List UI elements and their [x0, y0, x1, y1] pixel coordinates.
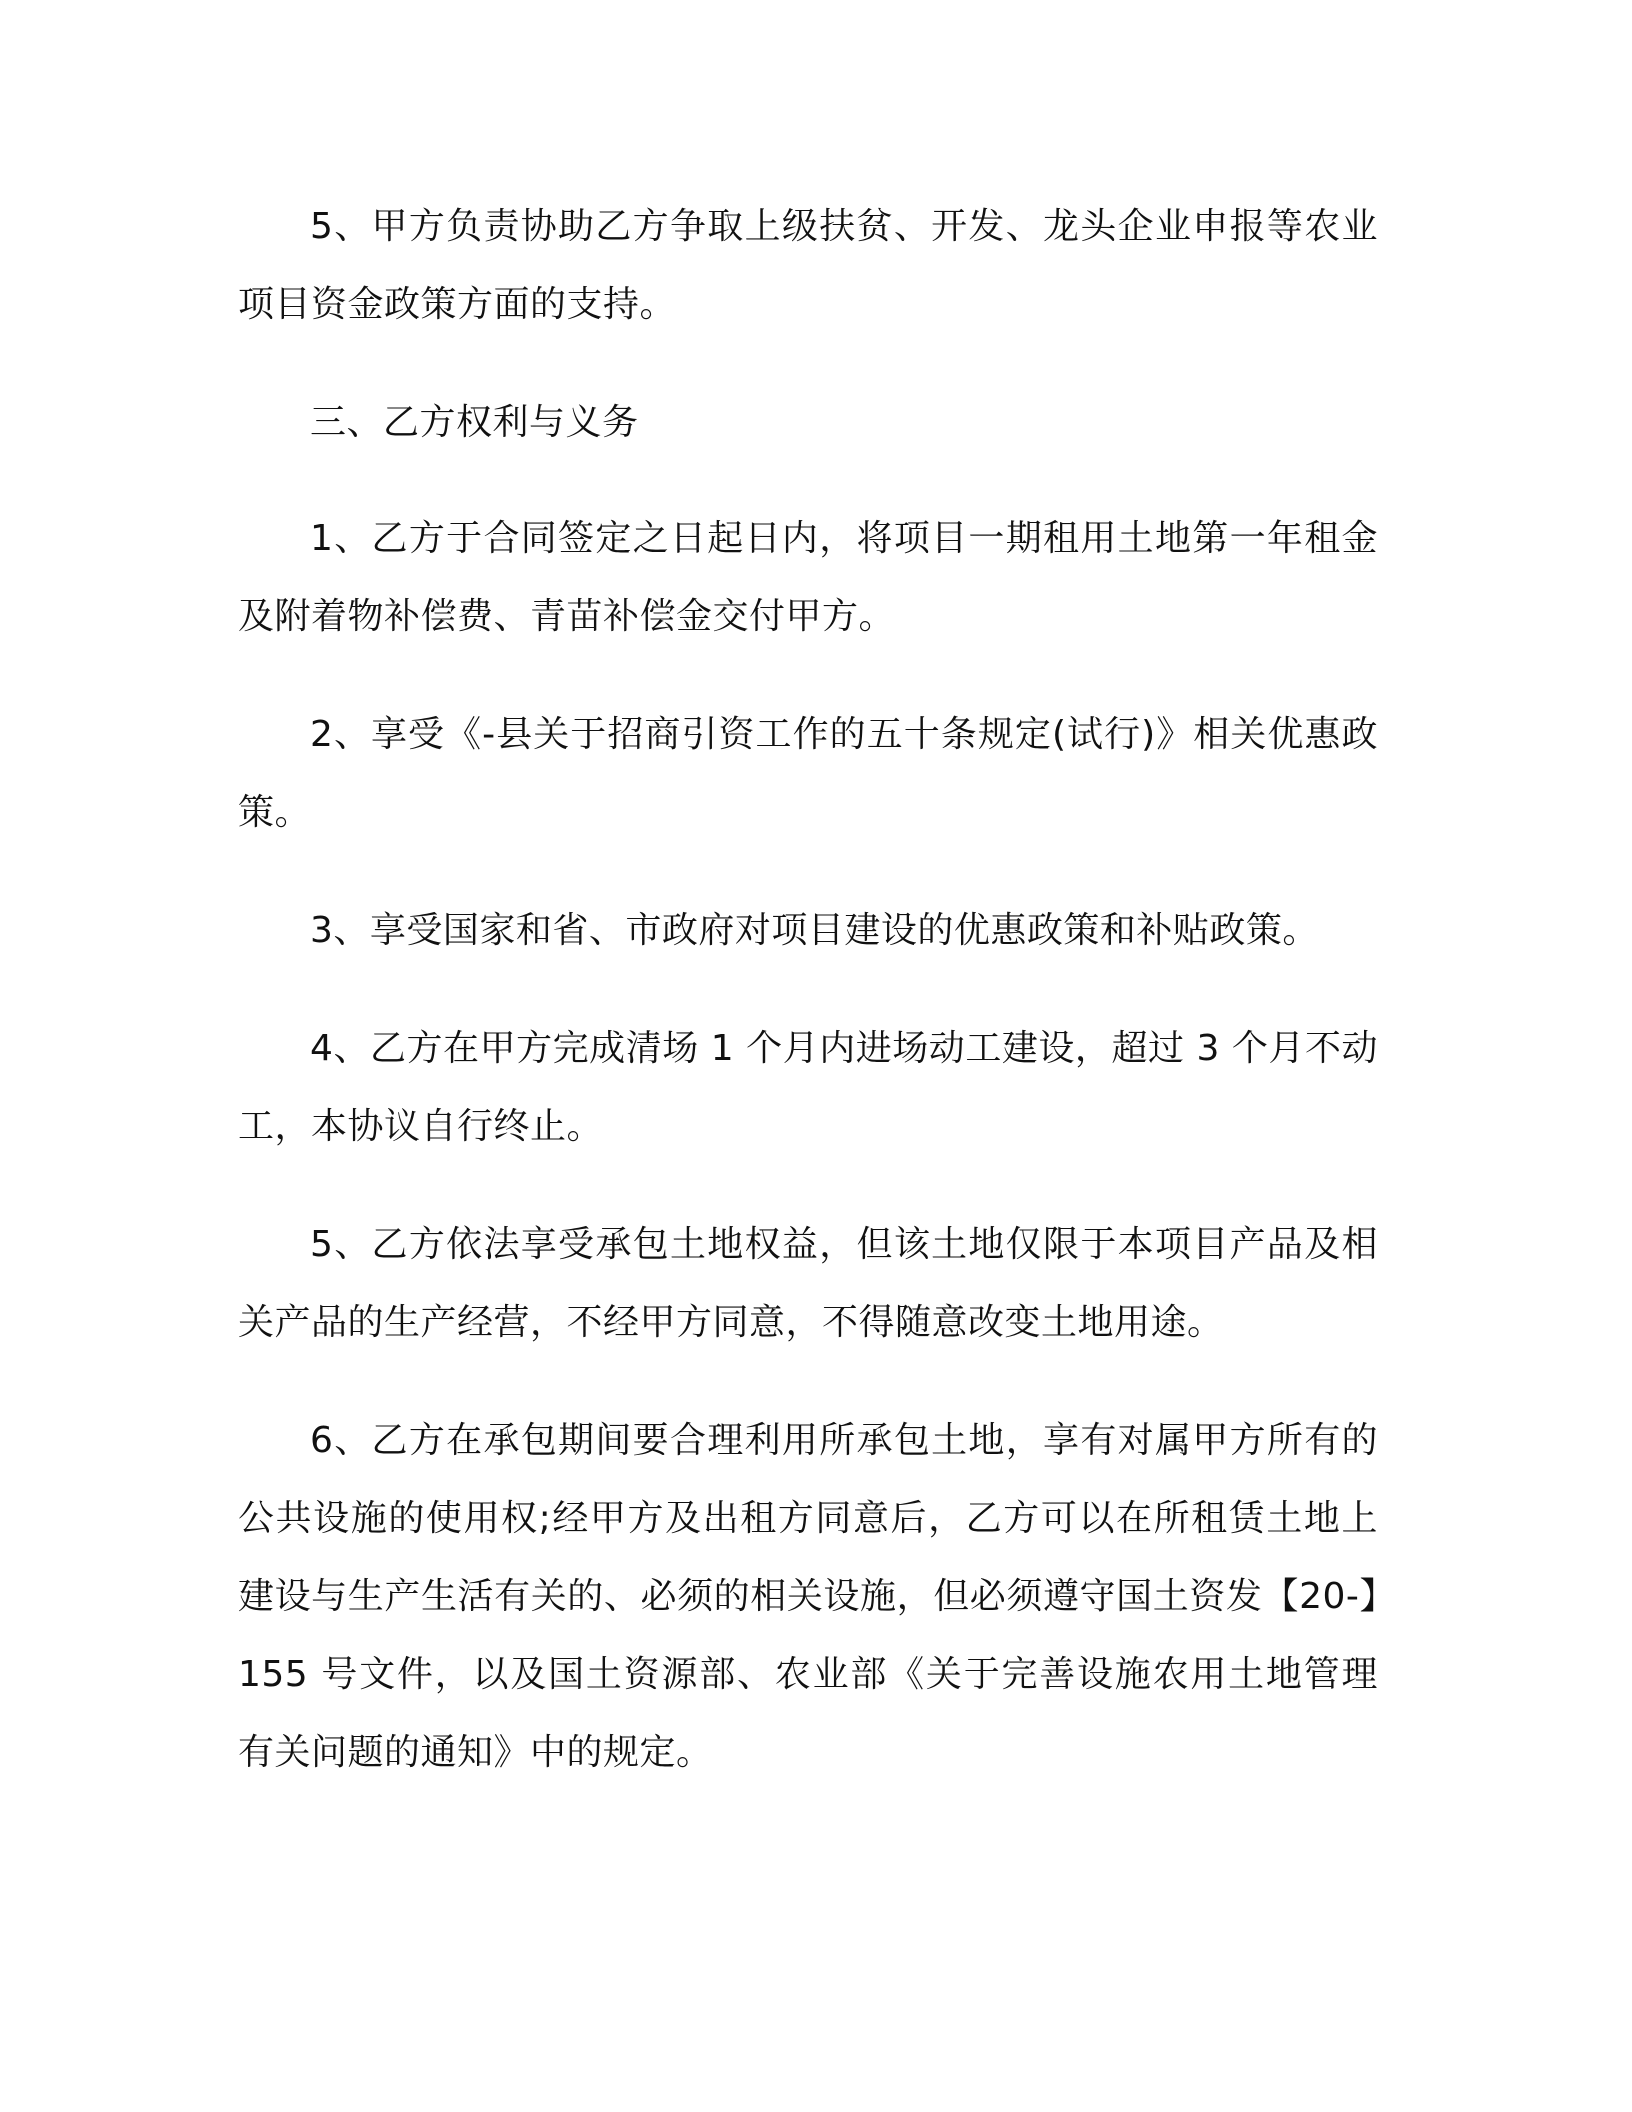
clause-b6: 6、乙方在承包期间要合理利用所承包土地，享有对属甲方所有的公共设施的使用权;经甲方及出租方同意后，乙方可以在所租赁土地上建设与生产生活有关的、必须的相关设施，但必须遵守国土资发【20-】155 号文件，以及国土资源部、农业部《关于完善设施农用土地管理有关问题的通知》中的规定。 — [238, 1420, 1378, 1773]
clause-b2: 2、享受《-县关于招商引资工作的五十条规定(试行)》相关优惠政策。 — [238, 714, 1378, 833]
clause-b4: 4、乙方在甲方完成清场 1 个月内进场动工建设，超过 3 个月不动工，本协议自行终止。 — [238, 1028, 1378, 1147]
clause-b3: 3、享受国家和省、市政府对项目建设的优惠政策和补贴政策。 — [310, 910, 1319, 951]
document-body — [238, 188, 1378, 1832]
clause-a5: 5、甲方负责协助乙方争取上级扶贫、开发、龙头企业申报等农业项目资金政策方面的支持。 — [238, 206, 1378, 325]
clause-b5: 5、乙方依法享受承包土地权益，但该土地仅限于本项目产品及相关产品的生产经营，不经甲方同意，不得随意改变土地用途。 — [238, 1224, 1378, 1343]
section-heading-party-b: 三、乙方权利与义务 — [310, 402, 639, 443]
clause-b1: 1、乙方于合同签定之日起日内，将项目一期租用土地第一年租金及附着物补偿费、青苗补偿金交付甲方。 — [238, 518, 1378, 637]
